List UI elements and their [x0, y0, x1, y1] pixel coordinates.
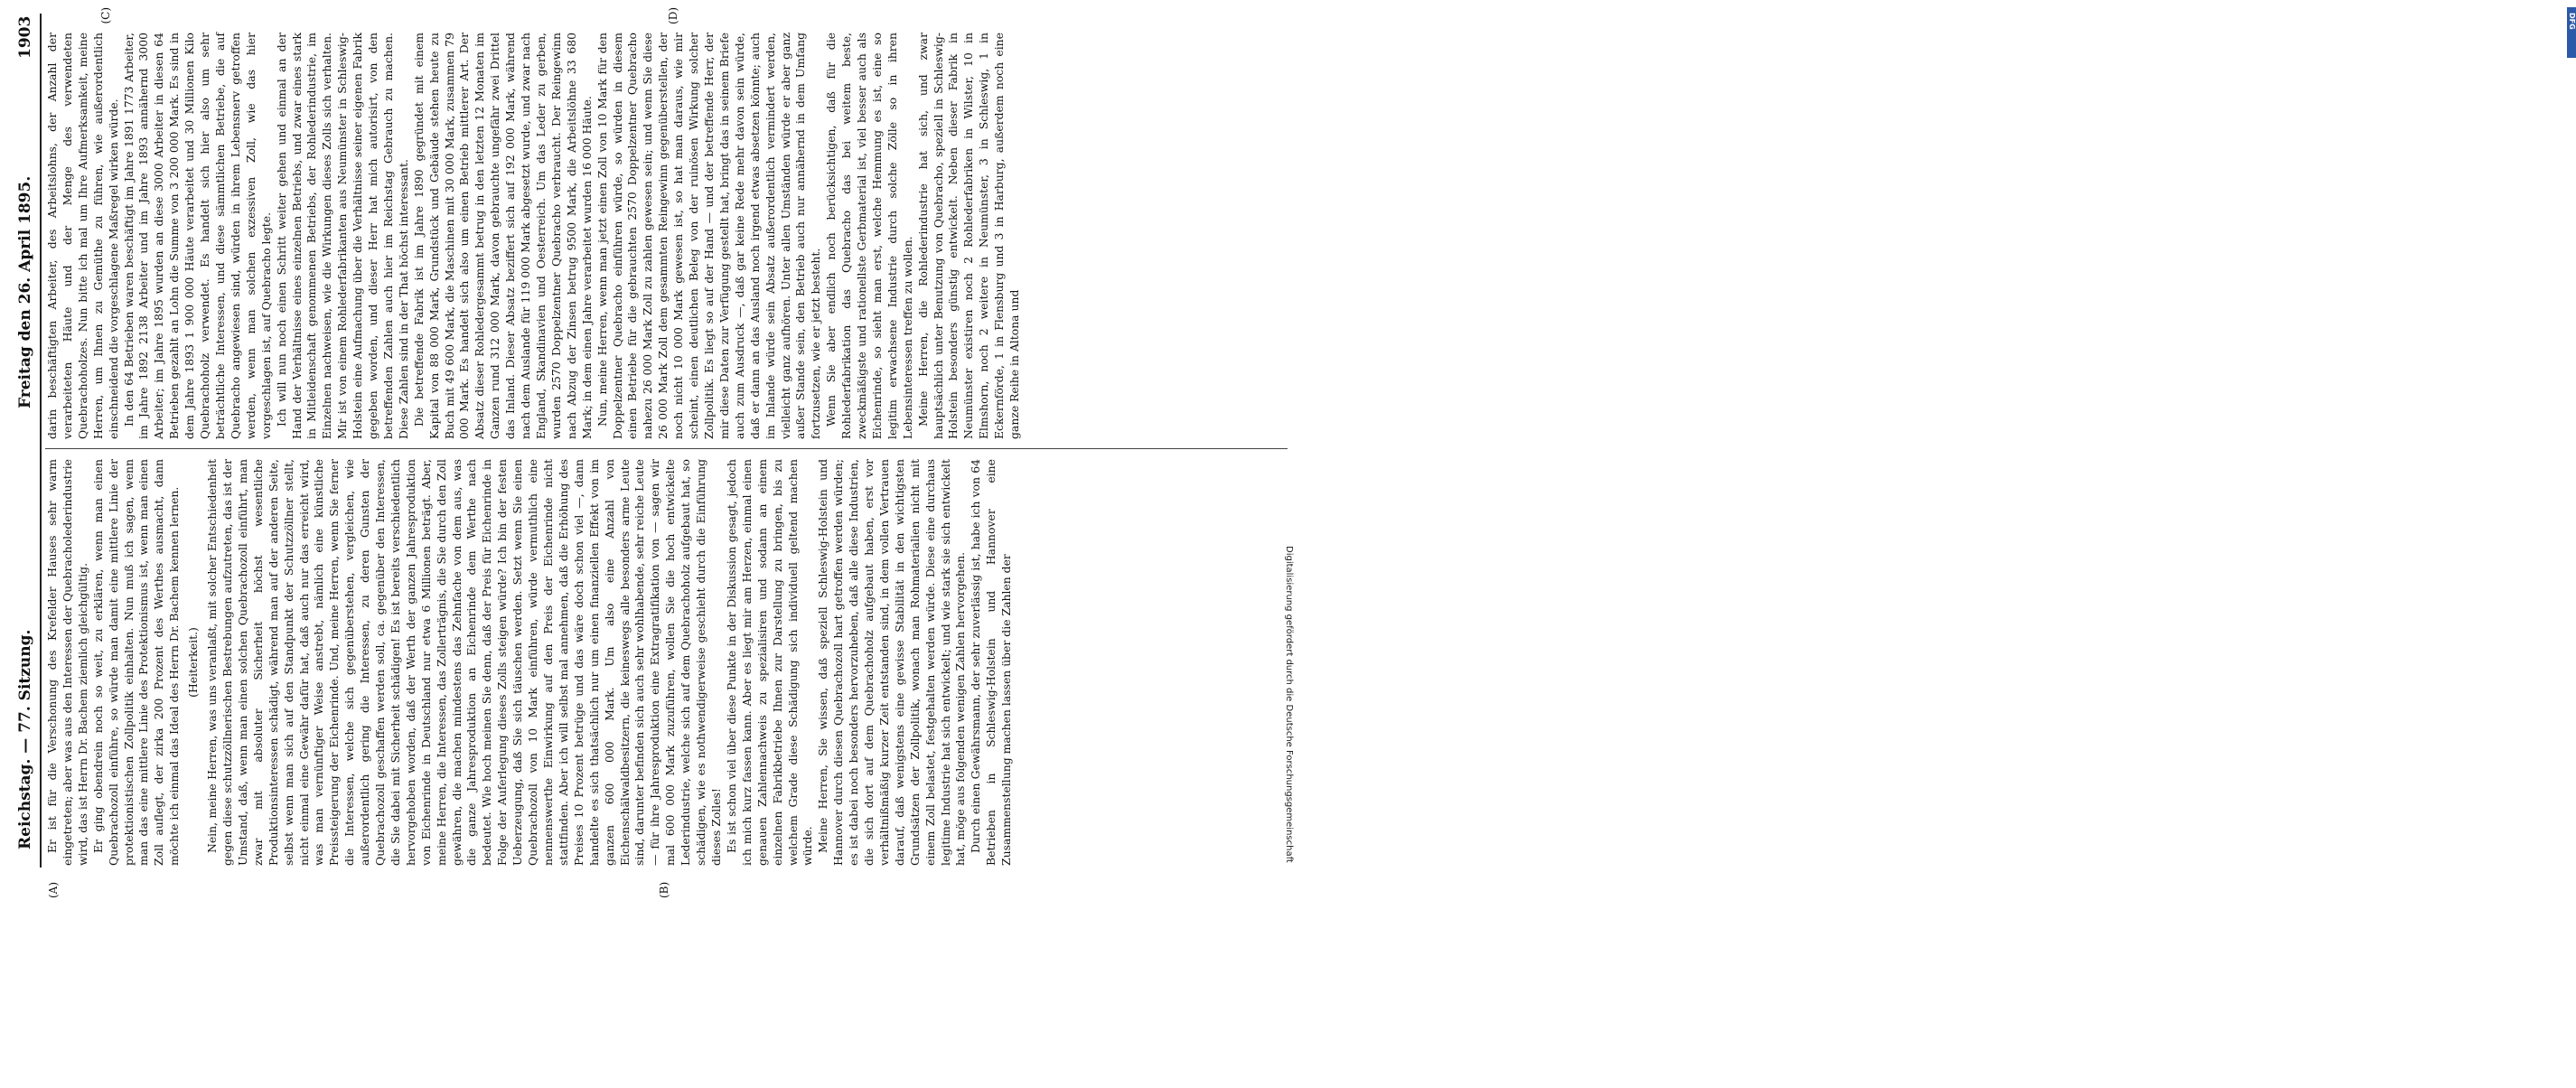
paragraph: Nein, meine Herren, was uns veranlaßt, mit solcher Entschiedenheit gegen diese schutzzöllnerischen Bestrebungen aufzutreten, das ist der Umstand, daß, wenn man einen solchen Quebrachozoll einführt, man zwar mit absoluter Sicherheit höchst wesentliche Produktionsinteressen schädigt, während man auf der anderen Seite, selbst wenn man sich auf den Standpunkt der Schutzzöllner stellt, nicht einmal eine Gewähr dafür hat, daß auch nur das erreicht wird, was man vernünftiger Weise anstrebt, nämlich eine künstliche Preissteigerung der Eichenrinde. Und, meine Herren, wenn Sie ferner die Interessen, welche sich gegenüberstehen, vergleichen, wie außerordentlich gering die Interessen, zu deren Gunsten der Quebrachozoll geschaffen werden soll, ca. gegenüber den Interessen, die Sie dabei mit Sicherheit schädigen! Es ist bereits verschiedentlich hervorgehoben worden, daß der Werth der ganzen Jahresproduktion von Eichenrinde in Deutschland nur etwa 6 Millionen beträgt. Aber, meine Herren, die Interessen, das Zollerträgnis, die Sie durch den Zoll gewähren, die machen mindestens das Zehnfache von dem aus, was die ganze Jahresproduktion an Eichenrinde dem Werthe nach bedeutet. Wie hoch meinen Sie denn, daß der Preis für Eichenrinde in Folge der Auferlegung dieses Zolls steigen würde? Ich bin der festen Ueberzeugung, daß Sie sich täuschen werden. Setzt wenn Sie einen Quebrachozoll von 10 Mark einführen, würde vermuthlich eine nennenswerthe Einwirkung auf den Preis der Eichenrinde nicht stattfinden. Aber ich will selbst mal annehmen, daß die Erhöhung des Preises 10 Prozent betrüge und das wäre doch schon viel —, dann handelte es sich thatsächlich nur um einen finanziellen Effekt von im ganzen 600 000 Mark. Um also eine Anzahl von Eichenschälwaldbesitzern, die keineswegs alle besonders arme Leute sind, darunter befinden sich auch sehr wohlhabende, sehr reiche Leute — für ihre Jahresproduktion eine Extragratifikation von — sagen wir mal 600 000 Mark zuzuführen, wollen Sie die hoch entwickelte Lederindustrie, welche sich auf dem Quebrachoholz aufgebaut hat, so schädigen, wie es nothwendigerweise geschieht durch die Einführung dieses Zolles! [205, 459, 723, 866]
header-rule [40, 14, 42, 868]
paragraph: Meine Herren, Sie wissen, daß speziell Schleswig-Holstein und Hannover durch diesen Quebrachozoll hart getroffen werden würden; es ist dabei noch besonders hervorzuheben, daß alle diese Industrien, die sich dort auf dem Quebrachoholz aufgebaut haben, erst vor verhältnißmäßig kurzer Zeit entstanden sind, in dem vollen Vertrauen darauf, daß wenigstens eine gewisse Stabilität in den wichtigsten Grundsätzen der Zollpolitik, wonach man Rohmaterialien nicht mit einem Zoll belastet, festgehalten werden würde. Diese eine durchaus legitime Industrie hat sich entwickelt; und wie stark sie sich entwickelt hat, möge aus folgenden wenigen Zahlen hervorgehen. [816, 459, 968, 866]
column-divider [45, 448, 1288, 449]
paragraph: (Heiterkeit.) [186, 627, 201, 698]
paragraph: Nun, meine Herren, wenn man jetzt einen Zoll von 10 Mark für den Doppelzentner Quebracho einführen würde, so würden in diesem einen Betriebe für die gebrauchten 2570 Doppelzentner Quebracho nahezu 26 000 Mark Zoll zu zahlen gewesen sein; und wenn Sie diese 26 000 Mark Zoll dem gesammten Reingewinn gegenüberstellen, der noch nicht 10 000 Mark gewesen ist, so hat man daraus, wie mir scheint, einen deutlichen Beleg von der ruinösen Wirkung solcher Zollpolitik. Es liegt so auf der Hand — und der betreffende Herr, der mir diese Daten zur Verfügung gestellt hat, bringt das in seinem Briefe auch zum Ausdruck —, daß gar keine Rede mehr davon sein würde, daß er dann an das Ausland noch irgend etwas absetzen könnte; auch im Inlande würde sein Absatz außerordentlich vermindert werden, vielleicht ganz aufhören. Unter allen Umständen würde er aber ganz außer Stande sein, den Betrieb auch nur annähernd in dem Umfang fortzusetzen, wie er jetzt besteht. [595, 33, 823, 439]
paragraph: Ich will nun noch einen Schritt weiter gehen und einmal an der Hand der Verhältnisse eines einzelnen Betriebs, und zwar eines stark in Mitleidenschaft genommenen Betriebs, der Rohlederindustrie, im Einzelnen nachweisen, wie die Wirkungen dieses Zolls sich verhalten. Mir ist von einem Rohlederfabrikanten aus Neumünster in Schleswig-Holstein eine Aufmachung über die Verhältnisse seiner eigenen Fabrik gegeben worden, und dieser Herr hat mich autorisirt, von den betreffenden Zahlen auch hier im Reichstag Gebrauch zu machen. Diese Zahlen sind in der That höchst interessant. [274, 33, 410, 439]
margin-marker-b: (B) [658, 881, 670, 898]
paragraph: Er ging obendrein noch so weit, zu erklären, wenn man einen Quebrachozoll einführe, so würde man damit eine mittlere Linie der protektionistischen Zollpolitik einhalten. Nun muß ich sagen, wenn man das eine mittlere Linie des Protektionismus ist, wenn man einen Zoll auflegt, der zirka 200 Prozent des Werthes ausmacht, dann möchte ich einmal das Ideal des Herrn Dr. Bachem kennen lernen. [90, 459, 182, 866]
paragraph: darin beschäftigten Arbeiter, des Arbeitslohns, der Anzahl der verarbeiteten Häute und der Menge des verwendeten Quebrachoholzes. Nun bitte ich mal um Ihre Aufmerksamkeit, meine Herren, um Ihnen zu Gemüthe zu führen, wie außerordentlich einschneidend die vorgeschlagene Maßregel wirken würde. [45, 33, 120, 439]
margin-marker-a: (A) [47, 881, 60, 898]
margin-marker-c: (C) [99, 7, 112, 24]
digitization-sidebar [1283, 0, 2576, 904]
paragraph: In den 64 Betrieben waren beschäftigt im Jahre 1891 1773 Arbeiter, im Jahre 1892 2138 Arbeiter und im Jahre 1893 annähernd 3000 Arbeiter; im Jahre 1895 wurden an diese 3000 Arbeiter in diesen 64 Betrieben gezahlt an Lohn die Summe von 3 200 000 Mark. Es sind in dem Jahre 1893 1 900 000 Häute verarbeitet und 30 Millionen Kilo Quebrachoholz verwendet. Es handelt sich hier also um sehr beträchtliche Interessen, und diese sämmtlichen Betriebe, die auf Quebracho angewiesen sind, würden in ihrem Lebensnerv getroffen werden, wenn man solchen exzessiven Zoll, wie das hier vorgeschlagen ist, auf Quebracho legte. [121, 33, 273, 439]
paragraph: Durch einen Gewährsmann, der sehr zuverlässig ist, habe ich von 64 Betrieben in Schleswig-Holstein und Hannover eine Zusammenstellung machen lassen über die Zahlen der [969, 459, 1014, 866]
margin-marker-d: (D) [667, 7, 679, 24]
paragraph: Er ist für die Verschonung des Krefelder Hauses sehr warm eingetreten; aber was aus den Interessen der Quebracholederindustrie wird, das ist Herrn Dr. Bachem ziemlich gleichgültig. [45, 459, 89, 866]
page-number: 1903 [16, 15, 34, 59]
header-left: Reichstag. — 77. Sitzung. [16, 629, 34, 849]
paragraph: Meine Herren, die Rohlederindustrie hat sich, und zwar hauptsächlich unter Benutzung von Quebracho, speziell in Schleswig-Holstein besonders günstig entwickelt. Neben dieser Fabrik in Neumünster existiren noch 2 Rohlederfabriken in Wilster, 10 in Elmshorn, noch 2 weitere in Neumünster, 3 in Schleswig, 1 in Eckernförde, 1 in Flensburg und 3 in Harburg, außerdem noch eine ganze Reihe in Altona und [915, 33, 1022, 439]
rotated-page [0, 0, 1294, 904]
digitization-credit: Digitalisierung gefördert durch die Deutsche Forschungsgemeinschaft [1284, 546, 1294, 863]
header-center: Freitag den 26. April 1895. [16, 175, 34, 408]
paragraph: Es ist schon viel über diese Punkte in der Diskussion gesagt, jedoch ich mich kurz fassen kann. Aber es liegt mir am Herzen, einmal einen genauen Zahlennachweis zu spezialisiren und sodann an einem einzelnen Fabrikbetriebe Ihnen zur Darstellung zu bringen, bis zu welchem Grade diese Schädigung sich individuell geltend machen würde. [724, 459, 815, 866]
paragraph: Die betreffende Fabrik ist im Jahre 1890 gegründet mit einem Kapital von 88 000 Mark, Grundstück und Gebäude stehen heute zu Buch mit 49 600 Mark, die Maschinen mit 30 000 Mark, zusammen 79 000 Mark. Es handelt sich also um einen Betrieb mittlerer Art. Der Absatz dieser Rohledergesammt betrug in den letzten 12 Monaten im Ganzen rund 312 000 Mark, davon gebrauchte ungefähr zwei Drittel das Inland. Dieser Absatz beziffert sich auf 192 000 Mark, während nach dem Auslande für 119 000 Mark abgesetzt wurde, und zwar nach England, Skandinavien und Oesterreich. Um das Leder zu gerben, wurden 2570 Doppelzentner Quebracho verbraucht. Der Reingewinn nach Abzug der Zinsen betrug 9500 Mark, die Arbeitslöhne 33 680 Mark; in dem einen Jahre verarbeitet wurden 16 000 Häute. [411, 33, 594, 439]
text-column-left [45, 459, 1288, 866]
dfg-logo: DFG [2567, 7, 2576, 58]
paragraph: Wenn Sie aber endlich noch berücksichtigen, daß für die Rohlederfabrikation das Quebracho das bei weitem beste, zweckmäßigste und rationellste Gerbmaterial ist, viel besser auch als Eichenrinde, so sieht man erst, welche Hemmung es ist, eine so legitim erwachsene Industrie durch solche Zölle so in ihren Lebensinteressen treffen zu wollen. [824, 33, 914, 439]
text-column-right [45, 33, 1288, 439]
